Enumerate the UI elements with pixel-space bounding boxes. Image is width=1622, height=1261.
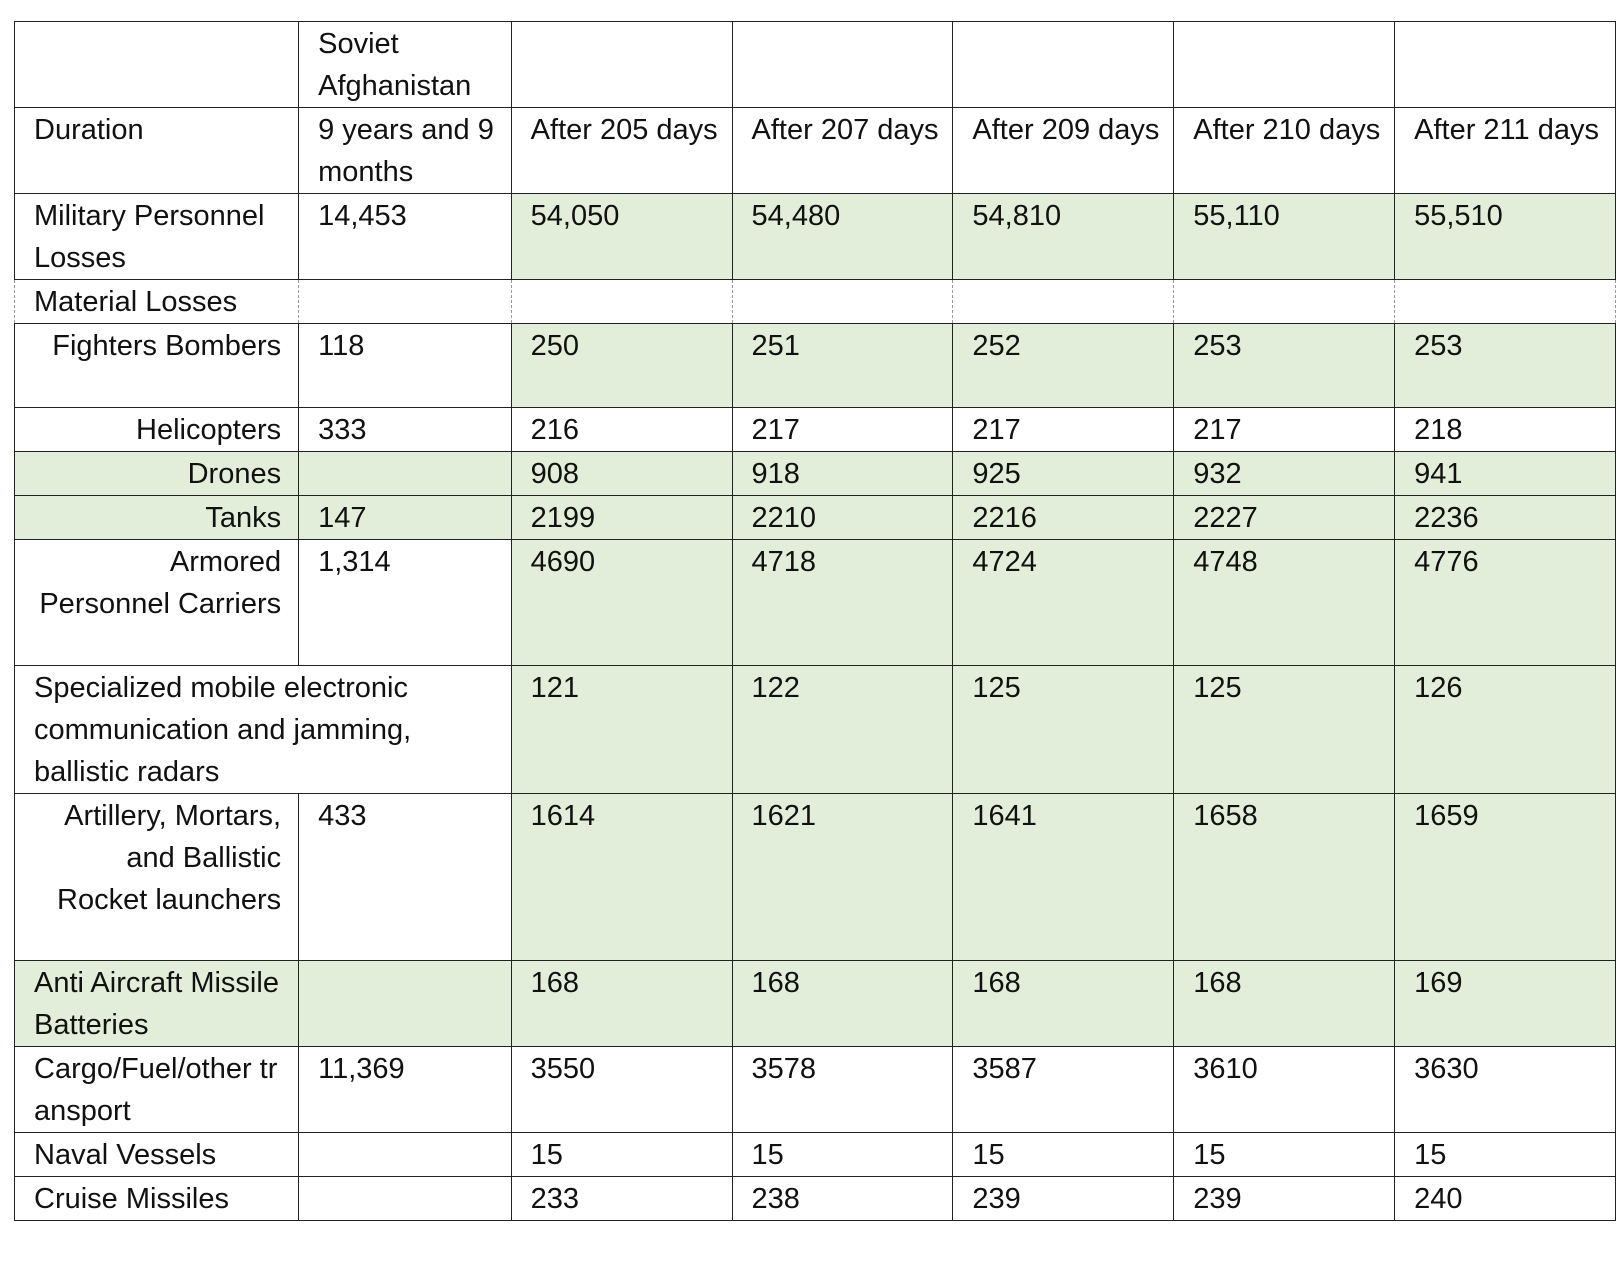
cell-after-205: 54,050 (511, 194, 732, 280)
cell-after-209: 54,810 (953, 194, 1174, 280)
cell-after-207: 1621 (732, 794, 953, 961)
cell-after-207: 918 (732, 452, 953, 496)
cell-after-211: 1659 (1395, 794, 1616, 961)
cell-after-207: After 207 days (732, 108, 953, 194)
empty-cell (511, 280, 732, 324)
duration-row (15, 108, 1616, 194)
cell-after-207: 122 (732, 666, 953, 794)
cell-after-211: 4776 (1395, 540, 1616, 666)
cell-soviet: 14,453 (299, 194, 512, 280)
empty-cell (732, 280, 953, 324)
cell-after-207: 238 (732, 1177, 953, 1221)
cell-soviet (299, 1177, 512, 1221)
row-label-personnel: Military Personnel Losses (15, 194, 299, 280)
row-label-cruise: Cruise Missiles (15, 1177, 299, 1221)
naval-row (15, 1133, 1616, 1177)
cell-after-211: 253 (1395, 324, 1616, 408)
cell-after-209: 252 (953, 324, 1174, 408)
cell-after-207: 15 (732, 1133, 953, 1177)
cell-after-210: 125 (1174, 666, 1395, 794)
header-cell-soviet-afghanistan: Soviet Afghanistan (299, 22, 512, 108)
cell-after-211: 169 (1395, 961, 1616, 1047)
row-label-material-losses: Material Losses (15, 280, 299, 324)
cell-after-205: 1614 (511, 794, 732, 961)
cell-after-205: 4690 (511, 540, 732, 666)
cell-after-210: 239 (1174, 1177, 1395, 1221)
cell-after-205: 3550 (511, 1047, 732, 1133)
cell-soviet: 333 (299, 408, 512, 452)
cell-after-211: 55,510 (1395, 194, 1616, 280)
cell-after-210: After 210 days (1174, 108, 1395, 194)
cell-after-205: 908 (511, 452, 732, 496)
cell-after-205: 15 (511, 1133, 732, 1177)
cell-soviet (299, 452, 512, 496)
cell-after-207: 54,480 (732, 194, 953, 280)
cell-after-211: 126 (1395, 666, 1616, 794)
cell-after-207: 3578 (732, 1047, 953, 1133)
cell-after-211: 2236 (1395, 496, 1616, 540)
cell-after-209: 15 (953, 1133, 1174, 1177)
row-label-duration: Duration (15, 108, 299, 194)
empty-cell (1395, 280, 1616, 324)
electronic-row (15, 666, 1616, 794)
cell-after-205: 216 (511, 408, 732, 452)
cell-after-210: 55,110 (1174, 194, 1395, 280)
cell-after-207: 217 (732, 408, 953, 452)
cell-after-209: 1641 (953, 794, 1174, 961)
cell-after-210: 2227 (1174, 496, 1395, 540)
cell-soviet: 118 (299, 324, 512, 408)
cell-after-211: 218 (1395, 408, 1616, 452)
row-label-apc: Armored Personnel Carriers (15, 540, 299, 666)
header-cell (1395, 22, 1616, 108)
cell-after-211: 3630 (1395, 1047, 1616, 1133)
cell-after-209: After 209 days (953, 108, 1174, 194)
cell-after-209: 925 (953, 452, 1174, 496)
cell-soviet: 433 (299, 794, 512, 961)
header-cell (732, 22, 953, 108)
header-cell (953, 22, 1174, 108)
empty-cell (953, 280, 1174, 324)
cell-after-210: 15 (1174, 1133, 1395, 1177)
cell-after-209: 217 (953, 408, 1174, 452)
cell-after-211: 941 (1395, 452, 1616, 496)
artillery-row (15, 794, 1616, 961)
cell-after-211: 15 (1395, 1133, 1616, 1177)
cell-after-207: 168 (732, 961, 953, 1047)
personnel-row (15, 194, 1616, 280)
cell-after-207: 4718 (732, 540, 953, 666)
cell-after-209: 4724 (953, 540, 1174, 666)
tanks-row (15, 496, 1616, 540)
apc-row (15, 540, 1616, 666)
material-losses-row (15, 280, 1616, 324)
cell-after-205: 2199 (511, 496, 732, 540)
cell-after-209: 3587 (953, 1047, 1174, 1133)
cell-soviet: 11,369 (299, 1047, 512, 1133)
losses-table (14, 21, 1616, 1221)
cell-soviet: 9 years and 9 months (299, 108, 512, 194)
cell-after-207: 251 (732, 324, 953, 408)
cargo-row (15, 1047, 1616, 1133)
antiaircraft-row (15, 961, 1616, 1047)
fighters-row (15, 324, 1616, 408)
cell-after-211: After 211 days (1395, 108, 1616, 194)
cell-after-211: 240 (1395, 1177, 1616, 1221)
cell-after-210: 4748 (1174, 540, 1395, 666)
header-cell (15, 22, 299, 108)
drones-row (15, 452, 1616, 496)
helicopters-row (15, 408, 1616, 452)
cell-after-210: 1658 (1174, 794, 1395, 961)
cell-after-210: 168 (1174, 961, 1395, 1047)
cell-soviet: 147 (299, 496, 512, 540)
empty-cell (299, 280, 512, 324)
cell-after-205: 168 (511, 961, 732, 1047)
cell-soviet (299, 961, 512, 1047)
cell-soviet: 1,314 (299, 540, 512, 666)
cell-after-210: 932 (1174, 452, 1395, 496)
row-label-cargo: Cargo/Fuel/other transport (15, 1047, 299, 1133)
header-cell (1174, 22, 1395, 108)
cell-after-205: 121 (511, 666, 732, 794)
row-label-electronic: Specialized mobile electronic communication and jamming, ballistic radars (15, 666, 512, 794)
cell-after-205: After 205 days (511, 108, 732, 194)
row-label-artillery: Artillery, Mortars, and Ballistic Rocket launchers (15, 794, 299, 961)
cell-after-205: 250 (511, 324, 732, 408)
empty-cell (1174, 280, 1395, 324)
cell-after-209: 2216 (953, 496, 1174, 540)
cell-after-210: 3610 (1174, 1047, 1395, 1133)
cell-after-209: 125 (953, 666, 1174, 794)
header-cell (511, 22, 732, 108)
row-label-fighters: Fighters Bombers (15, 324, 299, 408)
cell-after-209: 168 (953, 961, 1174, 1047)
cell-after-209: 239 (953, 1177, 1174, 1221)
row-label-drones: Drones (15, 452, 299, 496)
cell-after-210: 253 (1174, 324, 1395, 408)
row-label-tanks: Tanks (15, 496, 299, 540)
cell-soviet (299, 1133, 512, 1177)
header-row (15, 22, 1616, 108)
cruise-row (15, 1177, 1616, 1221)
row-label-helicopters: Helicopters (15, 408, 299, 452)
cell-after-210: 217 (1174, 408, 1395, 452)
row-label-naval: Naval Vessels (15, 1133, 299, 1177)
cell-after-207: 2210 (732, 496, 953, 540)
row-label-antiaircraft: Anti Aircraft Missile Batteries (15, 961, 299, 1047)
cell-after-205: 233 (511, 1177, 732, 1221)
